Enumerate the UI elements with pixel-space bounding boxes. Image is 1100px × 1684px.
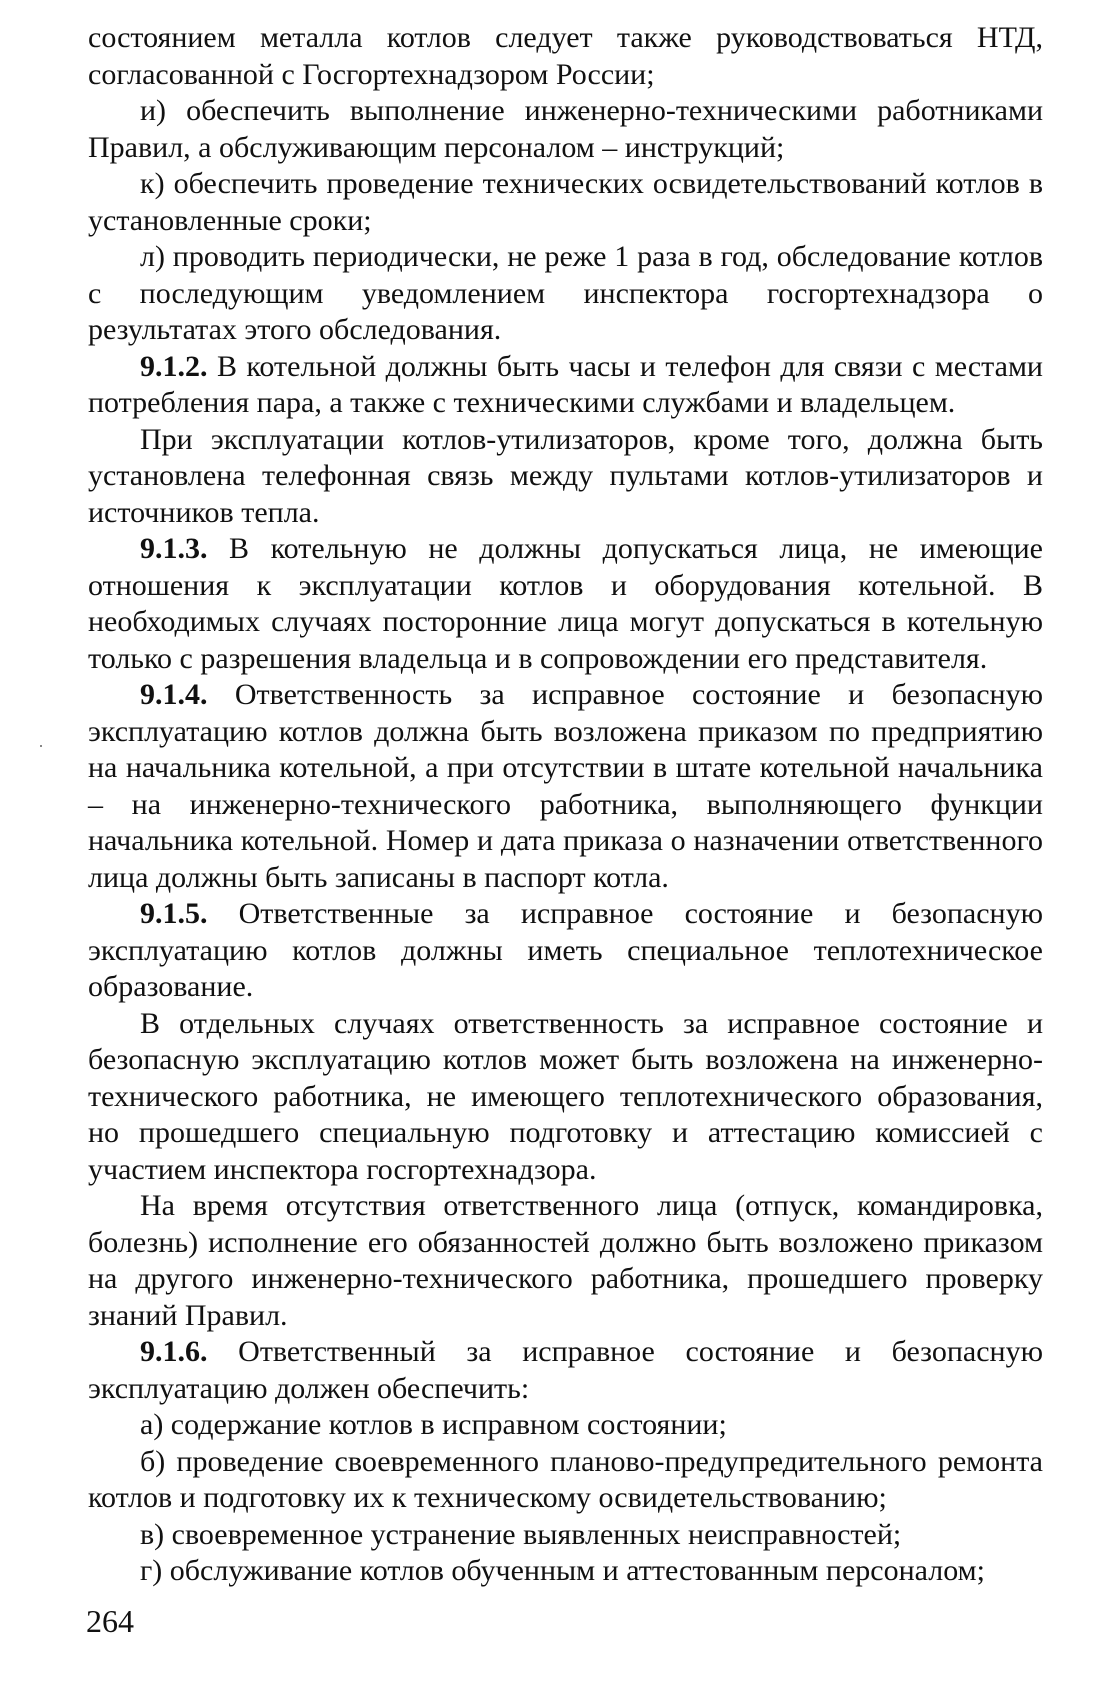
paragraph [88,1444,1043,1517]
paragraph [88,349,1043,422]
paragraph-text: В котельную не должны допускаться лица, не имеющие отношения к эксплуатации котлов и оборудования котельной. В необходимых случаях посторонние лица могут допускаться в котельную только с разрешения владельца и в сопровождении его представителя. [88,532,1043,675]
paragraph-text: Ответственность за исправное состояние и безопасную эксплуатацию котлов должна быть возложена приказом по предприятию на начальника котельной, а при отсутствии в штате котельной начальника – на инженерно-технического работника, выполняющего функции начальника котельной. Номер и дата приказа о назначении ответственного лица должны быть записаны в паспорт котла. [88,678,1043,894]
paragraph [88,531,1043,677]
paragraph [88,422,1043,532]
paragraph [88,677,1043,896]
section-number: 9.1.6. [140,1335,208,1368]
paragraph-text: При эксплуатации котлов-утилизаторов, кроме того, должна быть установлена телефонная связь между пультами котлов-утилизаторов и источников тепла. [88,422,1043,529]
paragraph-text: Ответственный за исправное состояние и безопасную эксплуатацию должен обеспечить: [88,1335,1043,1405]
paragraph-text: Ответственные за исправное состояние и безопасную эксплуатацию котлов должны иметь специальное теплотехническое образование. [88,897,1043,1003]
paragraph-text: и) обеспечить выполнение инженерно-техническими работниками Правил, а обслуживающим персоналом – инструкций; [88,94,1043,164]
paragraph-text: г) обслуживание котлов обученным и аттестованным персоналом; [140,1554,985,1587]
paragraph [88,1334,1043,1407]
paragraph [88,1517,1043,1554]
paragraph-text: а) содержание котлов в исправном состоянии; [140,1408,727,1441]
paragraph-text: В отдельных случаях ответственность за исправное состояние и безопасную эксплуатацию котлов может быть возложена на инженерно-технического работника, не имеющего теплотехнического образования, но прошедшего специальную подготовку и аттестацию комиссией с участием инспектора госгортехнадзора. [88,1006,1043,1186]
paragraph [88,896,1043,1006]
section-number: 9.1.2. [140,349,208,383]
paragraph [88,1553,1043,1590]
paragraph-text: б) проведение своевременного планово-предупредительного ремонта котлов и подготовку их к техническому освидетельствованию; [88,1444,1043,1514]
section-number: 9.1.3. [140,532,208,565]
page-number: 264 [86,1603,134,1639]
paragraph-text: к) обеспечить проведение технических освидетельствований котлов в установленные сроки; [88,167,1043,237]
section-number: 9.1.4. [140,678,208,711]
page-body [88,20,1043,1590]
paragraph [88,20,1043,93]
paragraph [88,166,1043,239]
paragraph [88,1006,1043,1189]
section-number: 9.1.5. [140,897,208,930]
paragraph-text: На время отсутствия ответственного лица (отпуск, командировка, болезнь) исполнение его обязанностей должно быть возложено приказом на другого инженерно-технического работника, прошедшего проверку знаний Правил. [88,1189,1043,1332]
paragraph-text: в) своевременное устранение выявленных неисправностей; [140,1517,902,1551]
paragraph [88,93,1043,166]
paragraph-text: л) проводить периодически, не реже 1 раза в год, обследование котлов с последующим уведомлением инспектора госгортехнадзора о результатах этого обследования. [88,240,1043,346]
paragraph [88,1188,1043,1334]
paragraph [88,239,1043,349]
paragraph-text: состоянием металла котлов следует также руководствоваться НТД, согласованной с Госгортехнадзором России; [88,21,1043,91]
paragraph-text: В котельной должны быть часы и телефон для связи с местами потребления пара, а также с техническими службами и владельцем. [88,349,1043,419]
paragraph [88,1407,1043,1444]
scan-speck [40,745,42,747]
